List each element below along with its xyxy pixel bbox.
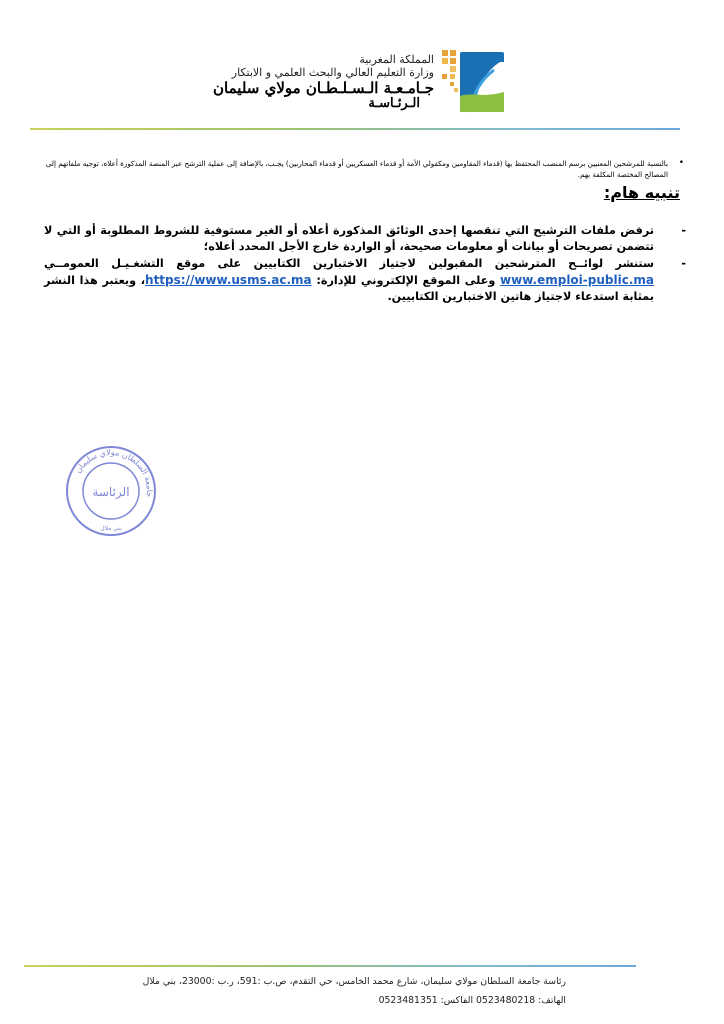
header-divider xyxy=(30,128,680,130)
item2-part-a: ستنشر لوائــح المترشحين المقبولين لاجتياز الاختبارين الكتابيين على موقع التشغـيـل العمومــي xyxy=(44,257,654,270)
footer-phones: الهاتف: 0523480218 الفاكس: 0523481351 xyxy=(378,995,566,1006)
usms-link[interactable]: https://www.usms.ac.ma xyxy=(145,273,312,287)
bullet-dot: • xyxy=(678,158,684,168)
item-dash: - xyxy=(681,224,686,237)
university-logo xyxy=(440,46,506,116)
university-name: جـامـعـة الـسـلـطـان مولاي سليمان xyxy=(213,79,434,97)
footer-address: رئاسة جامعة السلطان مولاي سليمان، شارع محمد الخامس، حي التقدم، ص.ب :591، ر.ب :23000، بني ملال xyxy=(142,976,566,987)
notice-item-2-text xyxy=(44,256,686,305)
kingdom-label: المملكة المغربية xyxy=(359,53,434,66)
official-stamp xyxy=(64,444,158,538)
bullet-note-text: بالنسبة للمرشحين المعنيين برسم المنصب المحتفظ بها (قدماء المقاومين ومكفولي الأمة أو قدماء العسكريين أو قدماء المحاربين) يجـب، بالإضافة إلى عملية الترشح عبر المنصة المذكورة أعلاه، توجيه ملفاتهم إلى المصالح المختصة المكلفة بهم. xyxy=(45,159,668,179)
emploi-public-link[interactable]: www.emploi-public.ma xyxy=(500,273,654,287)
footer-divider xyxy=(24,965,636,967)
item2-part-b: وعلى الموقع الإلكتروني للإدارة: xyxy=(316,274,496,287)
notice-item-1-text: ترفض ملفات الترشيح التي تنقصها إحدى الوثائق المذكورة أعلاه أو الغير مستوفية للشروط المطلوبة أو التي لا تتضمن تصريحات أو بيانات أو معلومات صحيحة، أو الواردة خارج الأجل المحدد أعلاه؛ xyxy=(44,224,654,253)
item2-part-c: ، ويعتبر هذا النشر بمثابة استدعاء لاجتياز هاتين الاختبارين الكتابيين. xyxy=(44,274,654,303)
bullet-note xyxy=(38,158,682,180)
stamp-outer-text: جامعة السلطان مولاي سليمان xyxy=(73,447,155,498)
stamp-inner-text: الرئاسة xyxy=(92,485,130,499)
institution-header xyxy=(213,54,434,111)
notice-item-1 xyxy=(44,223,686,255)
ministry-label: وزارة التعليم العالي والبحث العلمي و الابتكار xyxy=(231,66,434,79)
stamp-bottom-text: بني ملال xyxy=(100,525,122,532)
notice-heading: تنبيه هام: xyxy=(603,183,680,202)
notice-item-2 xyxy=(44,256,686,305)
presidency-label: الـرئـاسـة xyxy=(368,96,420,111)
item-dash: - xyxy=(681,257,686,270)
